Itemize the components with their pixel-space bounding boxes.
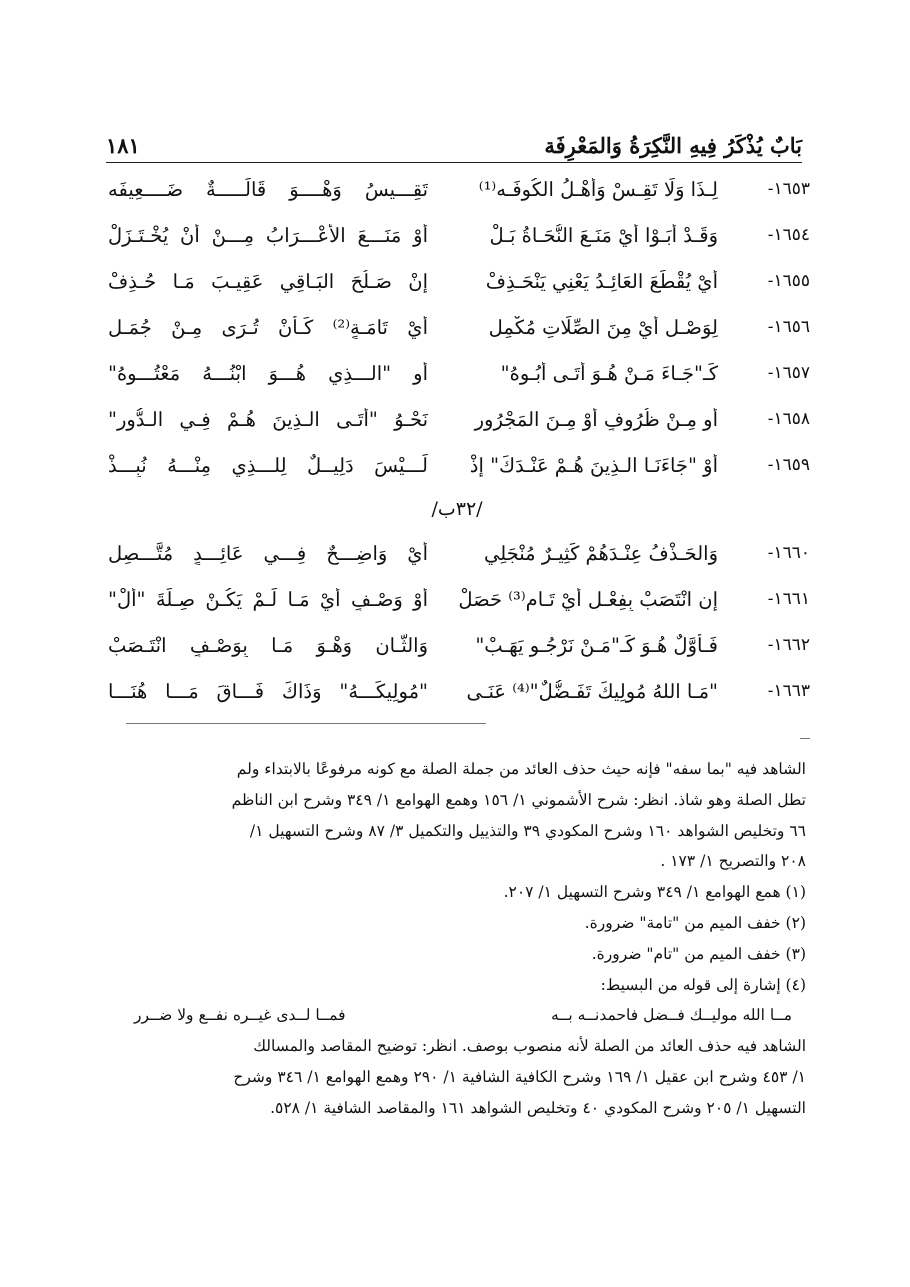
footnote-line: ٦٦ وتخليص الشواهد ١٦٠ وشرح المكودي ٣٩ والتذييل والتكميل ٣/ ٨٧ وشرح التسهيل ١/	[249, 821, 806, 840]
second-hemistich: نَحْـوُ "أَتَـى الـذِينَ هُـمْ فِـي الـدُّورِ"	[108, 407, 428, 431]
verse-line	[104, 530, 810, 576]
verse-line	[104, 258, 810, 304]
footnote-separator	[126, 723, 486, 724]
verse-line	[104, 668, 810, 714]
verse-number: ١٦٦٣-	[767, 681, 810, 701]
poem-second-hemistich: فمــا لــدى غيــره نفــع ولا ضــرر	[134, 1006, 346, 1025]
second-hemistich: أَوِ "الـــذِي هُـــوَ ابْنُـــهُ مَعْتُـــوهُ"	[108, 361, 428, 385]
verse-line	[104, 576, 810, 622]
footnote-4: (٤) إشارة إلى قوله من البسيط:	[600, 975, 806, 994]
footnote-1: (١) همع الهوامع ١/ ٣٤٩ وشرح التسهيل ١/ ٢٠٧.	[503, 883, 806, 902]
second-hemistich: أَوْ وَصْـفٍ أَيْ مَـا لَـمْ يَكُـنْ صِـلَةَ "أَلْ"	[108, 587, 428, 611]
first-hemistich: وَالحَـذْفُ عِنْـدَهُمْ كَثِيـرٌ مُنْجَلِي	[484, 541, 718, 565]
page-number: ١٨١	[106, 133, 140, 158]
footnote-poem-verse	[134, 1000, 792, 1031]
verse-number: ١٦٥٧-	[767, 363, 810, 383]
verse-line	[104, 442, 810, 488]
verse-line	[104, 350, 810, 396]
footnote-line: ٢٠٨ والتصريح ١/ ١٧٣ .	[660, 852, 806, 871]
second-hemistich: وَالثَّـانِ وَهْـوَ مَـا بِوَصْـفٍ انْتَـصَبْ	[108, 633, 428, 657]
footnote-line: الشاهد فيه "بما سفه" فإنه حيث حذف العائد من جملة الصلة مع كونه مرفوعًا بالابتداء ولم	[236, 760, 806, 778]
footnote-3: (٣) خفف الميم من "تام" ضرورة.	[591, 944, 806, 963]
footnote-line: التسهيل ١/ ٢٠٥ وشرح المكودي ٤٠ وتخليص الشواهد ١٦١ والمقاصد الشافية ١/ ٥٢٨.	[270, 1098, 806, 1117]
verse-number: ١٦٥٩-	[767, 455, 810, 475]
first-hemistich: لِـذَا وَلَا تَقِـسْ وَأَهْـلُ الكُوفَـه⁽¹⁾	[478, 177, 718, 201]
footnote-line: تطل الصلة وهو شاذ. انظر: شرح الأشموني ١/ ١٥٦ وهمع الهوامع ١/ ٣٤٩ وشرح ابن الناظم	[231, 790, 806, 809]
second-hemistich: إِنْ صَـلُحَ البَـاقِي عَقِيـبَ مَـا حُـذِفْ	[108, 269, 428, 293]
second-hemistich: أَيْ وَاضِـــحٌ فِـــي عَائِـــدٍ مُتَّـــصِلِ	[108, 541, 428, 565]
verse-number: ١٦٥٣-	[767, 179, 810, 199]
first-hemistich: فَـأَوَّلٌ هُـوَ كَـ"مَـنْ نَرْجُـو يَهَـبْ"	[475, 633, 718, 657]
first-hemistich: "مَـا اللهُ مُولِيكَ تَفَـضُّلٌ"⁽⁴⁾ عَنَـى	[466, 679, 718, 703]
verse-number: ١٦٥٦-	[767, 317, 810, 337]
footnote-line: الشاهد فيه حذف العائد من الصلة لأنه منصوب بوصف. انظر: توضيح المقاصد والمسالك	[253, 1037, 806, 1056]
first-hemistich: أَوْ "جَاءَنَـا الـذِينَ هُـمْ عَنْـدَكَ" إِذْ	[469, 453, 718, 477]
second-hemistich: أَيْ تَامَـةٍ⁽²⁾ كَـأَنْ تُـرَى مِـنْ جُمَـلِ	[108, 315, 428, 339]
verse-number: ١٦٦٢-	[767, 635, 810, 655]
verse-line	[104, 166, 810, 212]
first-hemistich: أَيْ يُقْطَعَ العَائِـدُ يَعْنِي يَنْحَـذِفْ	[485, 269, 718, 293]
verse-number: ١٦٥٨-	[767, 409, 810, 429]
first-hemistich: أَو مِـنْ ظُرُوفٍ أَوْ مِـنَ المَجْرُورِ	[474, 407, 718, 431]
verse-line	[104, 396, 810, 442]
first-hemistich: لِوَصْـلِ أَيْ مِنَ الصِّلَاتِ مُكْمِل	[488, 315, 718, 339]
first-hemistich: كَـ"جَـاءَ مَـنْ هُـوَ أَتَـى أَبُـوهُ"	[500, 361, 718, 385]
poem-first-hemistich: مــا الله موليــك فــضل فاحمدنــه بــه	[551, 1006, 792, 1025]
verse-line	[104, 212, 810, 258]
footnote-2: (٢) خفف الميم من "تامة" ضرورة.	[584, 913, 806, 932]
verse-number: ١٦٦١-	[767, 589, 810, 609]
verse-line	[104, 304, 810, 350]
second-hemistich: تَقِـــيسُ وَهْــــوَ قَالَـــــةٌ ضَــــعِيفَه	[108, 177, 428, 201]
second-hemistich: لَـــيْسَ دَلِيــلٌ لِلـــذِي مِنْـــهُ نُبِـــذْ	[108, 453, 428, 477]
first-hemistich: وَقَـدْ أَبَـوْا أَيْ مَنَـعَ النُّحَـاةُ بَـلْ	[489, 223, 718, 247]
chapter-title: بَابٌ يُذْكَرُ فِيهِ النَّكِرَةُ وَالمَعْرِفَة	[544, 133, 802, 158]
second-hemistich: "مُولِيكَـــهُ" وَذَاكَ فَـــاقَ مَـــا هُنَـــا	[108, 679, 428, 703]
running-head	[106, 118, 802, 163]
verse-number: ١٦٥٥-	[767, 271, 810, 291]
verse-number: ١٦٥٤-	[767, 225, 810, 245]
verse-number: ١٦٦٠-	[767, 543, 810, 563]
manuscript-folio-mark: /٣٢ب/	[431, 498, 483, 520]
footnotes	[98, 754, 806, 1124]
first-hemistich: إِنِ انْتَصَبْ بِفِعْـلٍ أَيْ تَـامٍ⁽³⁾ حَصَلْ	[458, 587, 718, 611]
second-hemistich: أَوْ مَنَـــعَ الأَعْـــرَابُ مِـــنْ أَنْ يُخْـتَـزَلْ	[108, 223, 428, 247]
footnote-continuation-mark	[800, 738, 810, 739]
verse-block	[104, 166, 810, 714]
verse-line	[104, 622, 810, 668]
footnote-line: ١/ ٤٥٣ وشرح ابن عقيل ١/ ١٦٩ وشرح الكافية الشافية ١/ ٢٩٠ وهمع الهوامع ١/ ٣٤٦ وشرح	[233, 1067, 806, 1086]
